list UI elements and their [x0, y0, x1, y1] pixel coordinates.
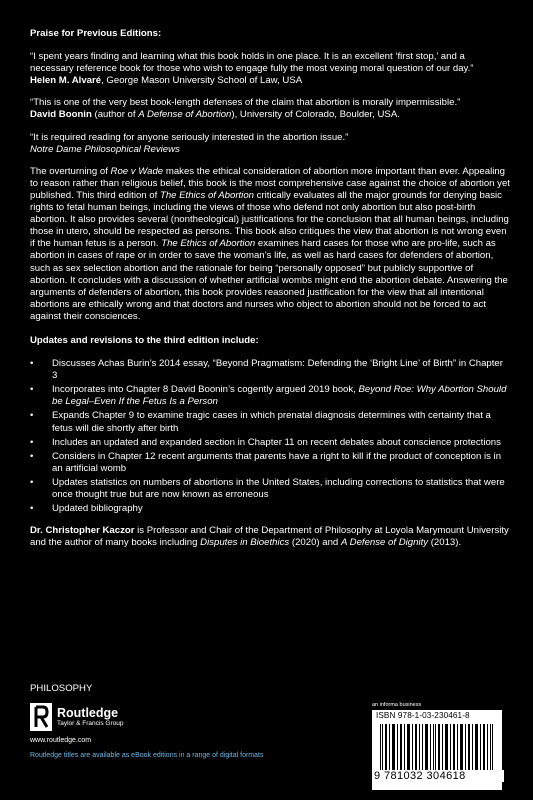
publisher-name-block	[57, 707, 123, 728]
list-item: • Considers in Chapter 12 recent arguments that parents have a right to kill if the product of conception is in an artificial womb	[30, 451, 510, 475]
publisher-logo	[30, 703, 310, 731]
isbn-barcode-box	[372, 710, 502, 790]
publisher-name: Routledge	[57, 705, 119, 720]
author-bio-text: (2013).	[428, 537, 462, 549]
list-item	[30, 384, 510, 408]
attribution-book-title: A Defense of Abortion	[138, 109, 232, 121]
description-text: makes the ethical consideration of abortion more important than ever. Appealing to reason rather than religious belief, this book is the most comprehensive case against the choice of abortion yet published. This third edition of	[30, 165, 510, 201]
quote-attribution	[30, 109, 510, 121]
back-cover-text	[30, 28, 510, 549]
description-italic: The Ethics of Abortion	[159, 189, 254, 201]
footer-left	[30, 683, 310, 759]
attribution-name: David Boonin	[30, 109, 92, 121]
attribution-affiliation: , George Mason University School of Law, USA	[101, 75, 303, 87]
author-bio-text: (2020) and	[289, 537, 341, 549]
isbn-label: ISBN 978-1-03-230461-8	[376, 711, 470, 720]
author-book-title: A Defense of Dignity	[340, 537, 429, 549]
updates-list	[30, 358, 510, 515]
author-book-title: Disputes in Bioethics	[200, 537, 290, 549]
quote-alvare	[30, 51, 510, 87]
list-item-book-title: Beyond Roe: Why Abortion Should be Legal–Even If the Fetus Is a Person	[52, 384, 507, 408]
quote-source	[30, 144, 510, 156]
author-bio-text: is Professor and Chair of the Department of Philosophy at Loyola Marymount University and the author of many books including	[30, 525, 509, 549]
quote-text: “This is one of the very best book-length defenses of the claim that abortion is morally impermissible.”	[30, 97, 461, 109]
ebook-note: Routledge titles are available as eBook editions in a range of digital formats	[30, 752, 264, 759]
informa-tag: an informa business	[372, 702, 422, 708]
list-item: • Updates statistics on numbers of abortions in the United States, including corrections to statistics that were once thought true but are now known as erroneous	[30, 477, 510, 501]
list-item: • Expands Chapter 9 to examine tragic cases in which prenatal diagnosis determines with certainty that a fetus will die shortly after birth	[30, 410, 510, 434]
description-text: The overturning of	[30, 165, 111, 177]
list-item: • Updated bibliography	[30, 503, 510, 515]
attribution-name: Helen M. Alvaré	[30, 75, 102, 87]
quote-text: “I spent years finding and learning what this book holds in one place. It is an excellent ‘first stop,’ and a necessary reference book for those who wish to engage fully the most vexing moral question of our day.”	[30, 51, 474, 75]
updates-heading: Updates and revisions to the third edition include:	[30, 334, 259, 346]
description-paragraph	[30, 166, 510, 323]
quote-ndpr	[30, 132, 510, 156]
subject-category: PHILOSOPHY	[30, 683, 93, 694]
description-italic: The Ethics of Abortion	[161, 238, 256, 250]
list-item: • Discusses Achas Burin’s 2014 essay, “Beyond Pragmatism: Defending the ‘Bright Line’ of Birth” in Chapter 3	[30, 358, 510, 382]
routledge-logo-icon	[30, 703, 52, 731]
barcode-icon	[378, 724, 496, 776]
barcode-digits: 9 781032 304618	[372, 770, 504, 782]
quote-attribution	[30, 75, 510, 87]
list-item: • Includes an updated and expanded section in Chapter 11 on recent debates about conscience protections	[30, 437, 510, 449]
description-italic: Roe v Wade	[110, 165, 164, 177]
quote-text: “It is required reading for anyone seriously interested in the abortion issue.”	[30, 131, 349, 143]
quote-source-title: Notre Dame Philosophical Reviews	[30, 143, 180, 155]
description-text: examines hard cases for those who are pro-life, such as abortion in cases of rape or in order to save the woman’s life, as well as hard cases for defenders of abortion, such as sex selection abortion and the rationale for being “personally opposed” but publicly supportive of abortion. It concludes with a discussion of whether artificial wombs might end the abortion debate. Answering the arguments of defenders of abortion, this book provides reasoned justification for the view that all intentional abortions are ethically wrong and that doctors and nurses who object to abortion should not be forced to act against their consciences.	[30, 238, 508, 322]
publisher-url: www.routledge.com	[30, 737, 92, 744]
quote-boonin	[30, 97, 510, 121]
attribution-affiliation-pre: (author of	[91, 109, 139, 121]
author-name: Dr. Christopher Kaczor	[30, 525, 135, 537]
praise-heading: Praise for Previous Editions:	[30, 28, 162, 39]
publisher-subname: Taylor & Francis Group	[57, 719, 124, 727]
list-item-text: Incorporates into Chapter 8 David Boonin’s cogently argued 2019 book,	[52, 384, 359, 396]
description-text: critically evaluates all the major grounds for denying basic rights to fetal human beings, including the views of those who defend not only abortion but also post-birth abortion. It also provides several (nontheological) justifications for the conclusion that all human beings, including those in utero, should be respected as persons. This book also critiques the view that abortion is not wrong even if the human fetus is a person.	[30, 189, 509, 250]
attribution-affiliation-post: ), University of Colorado, Boulder, USA.	[231, 109, 400, 121]
author-bio	[30, 525, 510, 549]
